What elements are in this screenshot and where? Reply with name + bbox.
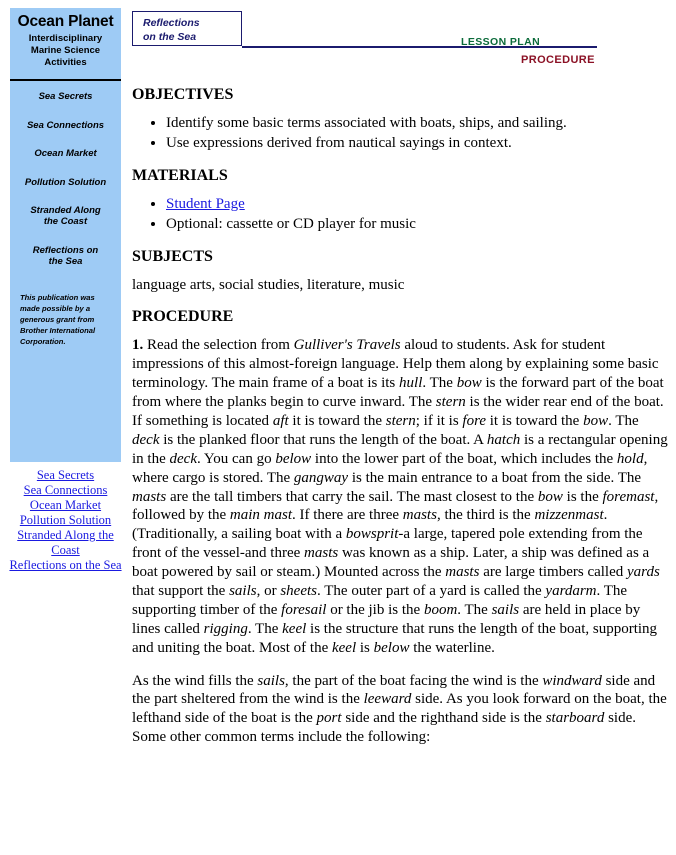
sidebar-item-ocean-market[interactable]: Ocean Market — [34, 148, 97, 160]
list-item: • Use expressions derived from nautical sayings in context. — [166, 134, 668, 153]
procedure-heading: PROCEDURE — [132, 308, 234, 326]
list-item: • Optional: cassette or CD player for music — [166, 215, 668, 234]
lesson-plan-label: LESSON PLAN — [461, 36, 541, 48]
brand-subtitle — [14, 33, 117, 69]
sidebar — [0, 0, 131, 855]
chapter-tab-line-2: on the Sea — [143, 31, 197, 44]
sidebar-item-pollution-solution[interactable]: Pollution Solution — [24, 176, 107, 188]
page-header — [131, 0, 676, 72]
sidebar-nav-list — [10, 81, 121, 276]
procedure-paragraph-2: As the wind fills the sails, the part of the boat facing the wind is the windward side and the part sheltered from the wind is the leeward side. As you look forward on the boat, the lefthand side of the boat is the port side and the righthand side is the starboard side. Some other common terms include the following: — [132, 672, 667, 746]
student-page-link[interactable]: Student Page — [166, 195, 245, 212]
footer-link-reflections-on-the-sea[interactable]: Reflections on the Sea — [9, 558, 122, 572]
subjects-heading: SUBJECTS — [132, 247, 213, 265]
brand-subtitle-line-3: Activities — [44, 57, 87, 69]
materials-list — [132, 195, 668, 234]
sidebar-nav-panel — [10, 8, 121, 462]
chapter-tab[interactable] — [132, 11, 242, 46]
sidebar-footer-links — [5, 468, 126, 573]
brand-block — [10, 8, 121, 75]
header-divider — [242, 46, 597, 48]
procedure-step-1-text: Read the selection from Gulliver's Travels aloud to students. Ask for student impressions of this almost-foreign language. Help them along by explaining some basic terminology. The main frame of a boat is its hull. The bow is the forward part of the boat from where the planks begin to curve inward. The stern is the wider rear end of the boat. If something is located aft it is toward the stern; if it is fore it is toward the bow. The deck is the planked floor that runs the length of the boat. A hatch is a rectangular opening in the deck. You can go below into the lower part of the boat, which includes the hold, where cargo is stored. The gangway is the main entrance to a boat from the side. The masts are the tall timbers that carry the sail. The mast closest to the bow is the foremast, followed by the main mast. If there are three masts, the third is the mizzenmast. (Traditionally, a sailing boat with a bowsprit-a large, tapered pole extending from the front of the vessel-and three masts was known as a ship. Later, a ship was defined as a boat powered by sail or steam.) Mounted across the masts are large timbers called yards that support the sails, or sheets. The outer part of a yard is called the yardarm. The supporting timber of the foresail or the jib is the boom. The sails are held in place by lines called rigging. The keel is the structure that runs the length of the boat, supporting and uniting the boat. Most of the keel is below the waterline. — [132, 337, 668, 656]
lesson-body — [131, 86, 676, 747]
list-item — [166, 195, 668, 214]
sidebar-item-stranded-along-the-coast[interactable]: Stranded Along the Coast — [30, 204, 101, 228]
materials-heading: MATERIALS — [132, 166, 228, 184]
footer-link-sea-connections[interactable]: Sea Connections — [23, 483, 108, 497]
footer-link-ocean-market[interactable]: Ocean Market — [29, 498, 102, 512]
objectives-heading: OBJECTIVES — [132, 86, 234, 103]
main-content — [131, 0, 676, 855]
brand-title: Ocean Planet — [17, 13, 114, 30]
subjects-text: language arts, social studies, literature, music — [132, 276, 405, 293]
procedure-section-label: PROCEDURE — [521, 54, 595, 66]
brand-subtitle-line-1: Interdisciplinary — [28, 33, 103, 45]
objectives-list — [132, 114, 668, 153]
chapter-tab-line-1: Reflections — [143, 17, 200, 29]
sidebar-item-reflections-on-the-sea[interactable]: Reflections on the Sea — [32, 244, 99, 268]
step-number: 1. — [132, 337, 144, 354]
sidebar-item-sea-secrets[interactable]: Sea Secrets — [38, 91, 93, 103]
footer-link-stranded-along-the-coast[interactable]: Stranded Along the Coast — [17, 528, 114, 557]
footer-link-sea-secrets[interactable]: Sea Secrets — [36, 468, 95, 482]
brand-subtitle-line-2: Marine Science — [30, 45, 101, 57]
grant-acknowledgement: This publication was made possible by a generous grant from Brother International Corporation. — [20, 293, 96, 347]
procedure-step-1 — [132, 336, 668, 657]
sidebar-item-sea-connections[interactable]: Sea Connections — [26, 119, 105, 131]
footer-link-pollution-solution[interactable]: Pollution Solution — [19, 513, 112, 527]
list-item: • Identify some basic terms associated with boats, ships, and sailing. — [166, 114, 668, 133]
